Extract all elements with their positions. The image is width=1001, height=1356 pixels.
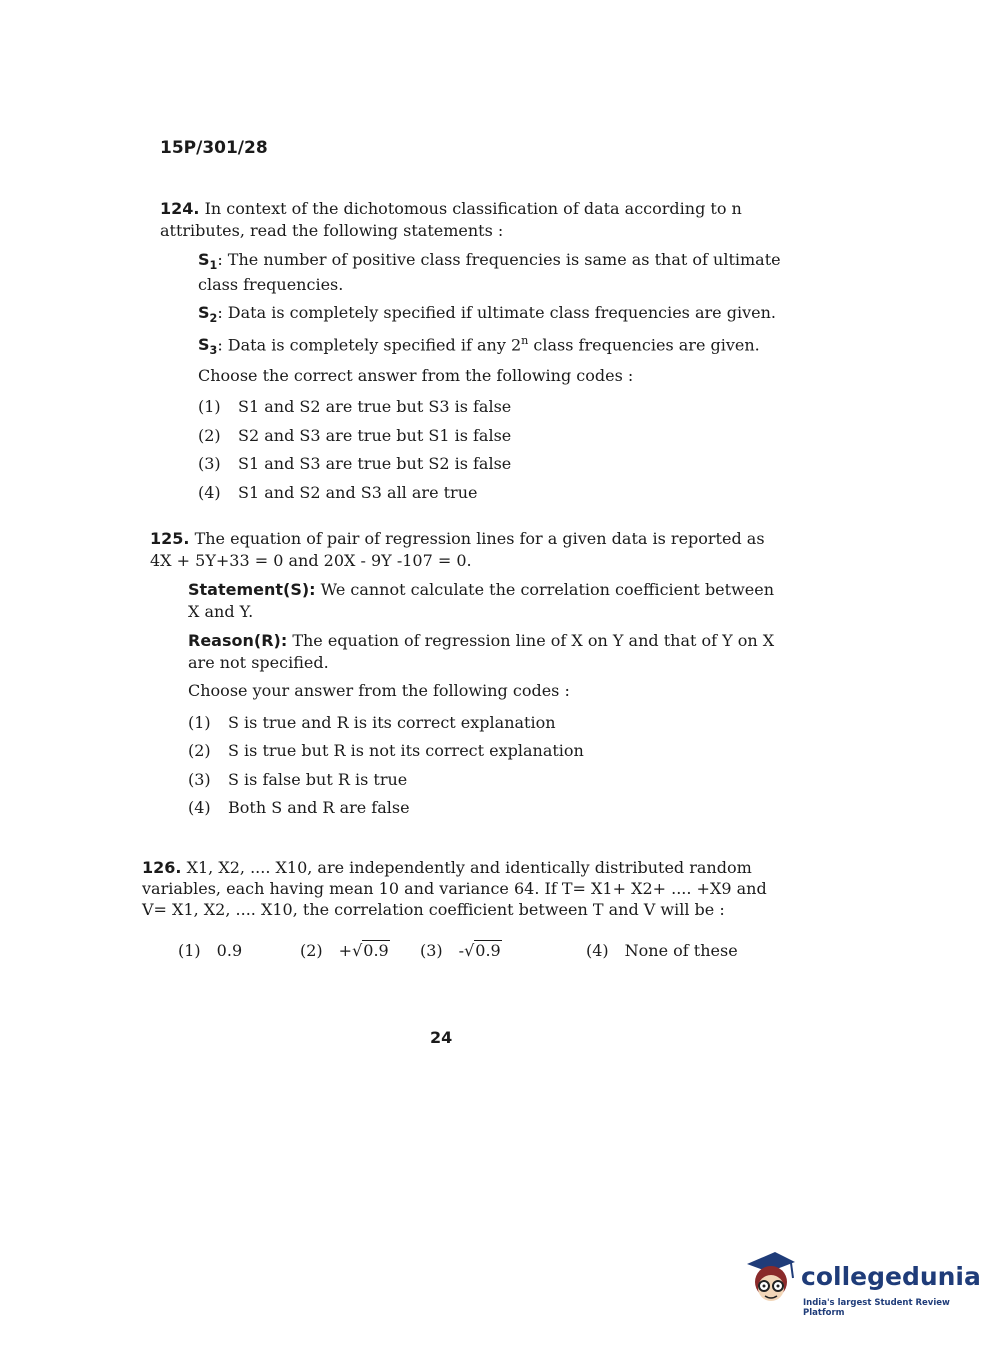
- question-stem: X1, X2, .... X10, are independently and identically distributed random variables, each having mean 10 and variance 64. If T= X1+ X2+ .... +X9 and V= X1, X2, .... X10, the correlation coefficient between T and V will be :: [142, 858, 767, 919]
- paper-code: 15P/301/28: [160, 138, 268, 158]
- statement-text: We cannot calculate the correlation coefficient between X and Y.: [188, 579, 775, 622]
- option-list: [188, 709, 775, 823]
- reason-r: [188, 630, 775, 675]
- statement-s2: $S_2$: Data is completely specified if ultimate class frequencies are given.: [198, 303, 776, 326]
- instruction: Choose the correct answer from the following codes :: [198, 366, 634, 386]
- question-stem: In context of the dichotomous classification of data according to n attributes, read the following statements :: [160, 199, 742, 241]
- reason-text: The equation of regression line of X on Y and that of Y on X are not specified.: [188, 630, 775, 672]
- brand-tagline: India's largest Student Review Platform: [803, 1298, 950, 1318]
- option-2[interactable]: (2) S is true but R is not its correct explanation: [188, 741, 584, 761]
- option-1[interactable]: (1) 0.9: [178, 941, 243, 961]
- option-2[interactable]: (2) +√0.9: [300, 941, 389, 961]
- statement-s1: $S_1$: The number of positive class frequencies is same as that of ultimate class frequencies.: [198, 249, 781, 294]
- option-4[interactable]: (4) None of these: [586, 941, 738, 961]
- statement-s3: $S_3$: Data is completely specified if any 2$^n$ class frequencies are given.: [198, 333, 760, 358]
- option-list: [142, 940, 767, 962]
- statement-s: [188, 579, 775, 624]
- statement-label: Statement(S):: [188, 579, 316, 599]
- reason-label: Reason(R):: [188, 630, 288, 650]
- option-1[interactable]: (1) S1 and S2 are true but S3 is false: [198, 397, 512, 417]
- option-list: [198, 393, 785, 507]
- statement-list: [160, 249, 785, 508]
- question-125: [150, 528, 775, 823]
- option-4[interactable]: (4) S1 and S2 and S3 all are true: [198, 482, 478, 502]
- question-number: 126.: [142, 858, 182, 877]
- option-4[interactable]: (4) Both S and R are false: [188, 798, 410, 818]
- option-3[interactable]: (3) S is false but R is true: [188, 769, 408, 789]
- option-3[interactable]: (3) -√0.9: [420, 941, 501, 961]
- mascot-icon: [745, 1250, 799, 1314]
- question-126: [142, 858, 767, 963]
- instruction: Choose your answer from the following codes :: [188, 681, 570, 701]
- question-stem: The equation of pair of regression lines for a given data is reported as 4X + 5Y+33 = 0 and 20X - 9Y -107 = 0.: [150, 529, 765, 571]
- page-number: 24: [430, 1028, 453, 1047]
- option-1[interactable]: (1) S is true and R is its correct explanation: [188, 712, 556, 732]
- collegedunia-logo: [745, 1250, 981, 1320]
- question-124: [160, 198, 785, 507]
- option-3[interactable]: (3) S1 and S3 are true but S2 is false: [198, 454, 512, 474]
- brand-name: collegedunia: [801, 1262, 981, 1291]
- option-2[interactable]: (2) S2 and S3 are true but S1 is false: [198, 425, 512, 445]
- question-number: 124.: [160, 199, 200, 218]
- question-number: 125.: [150, 529, 190, 548]
